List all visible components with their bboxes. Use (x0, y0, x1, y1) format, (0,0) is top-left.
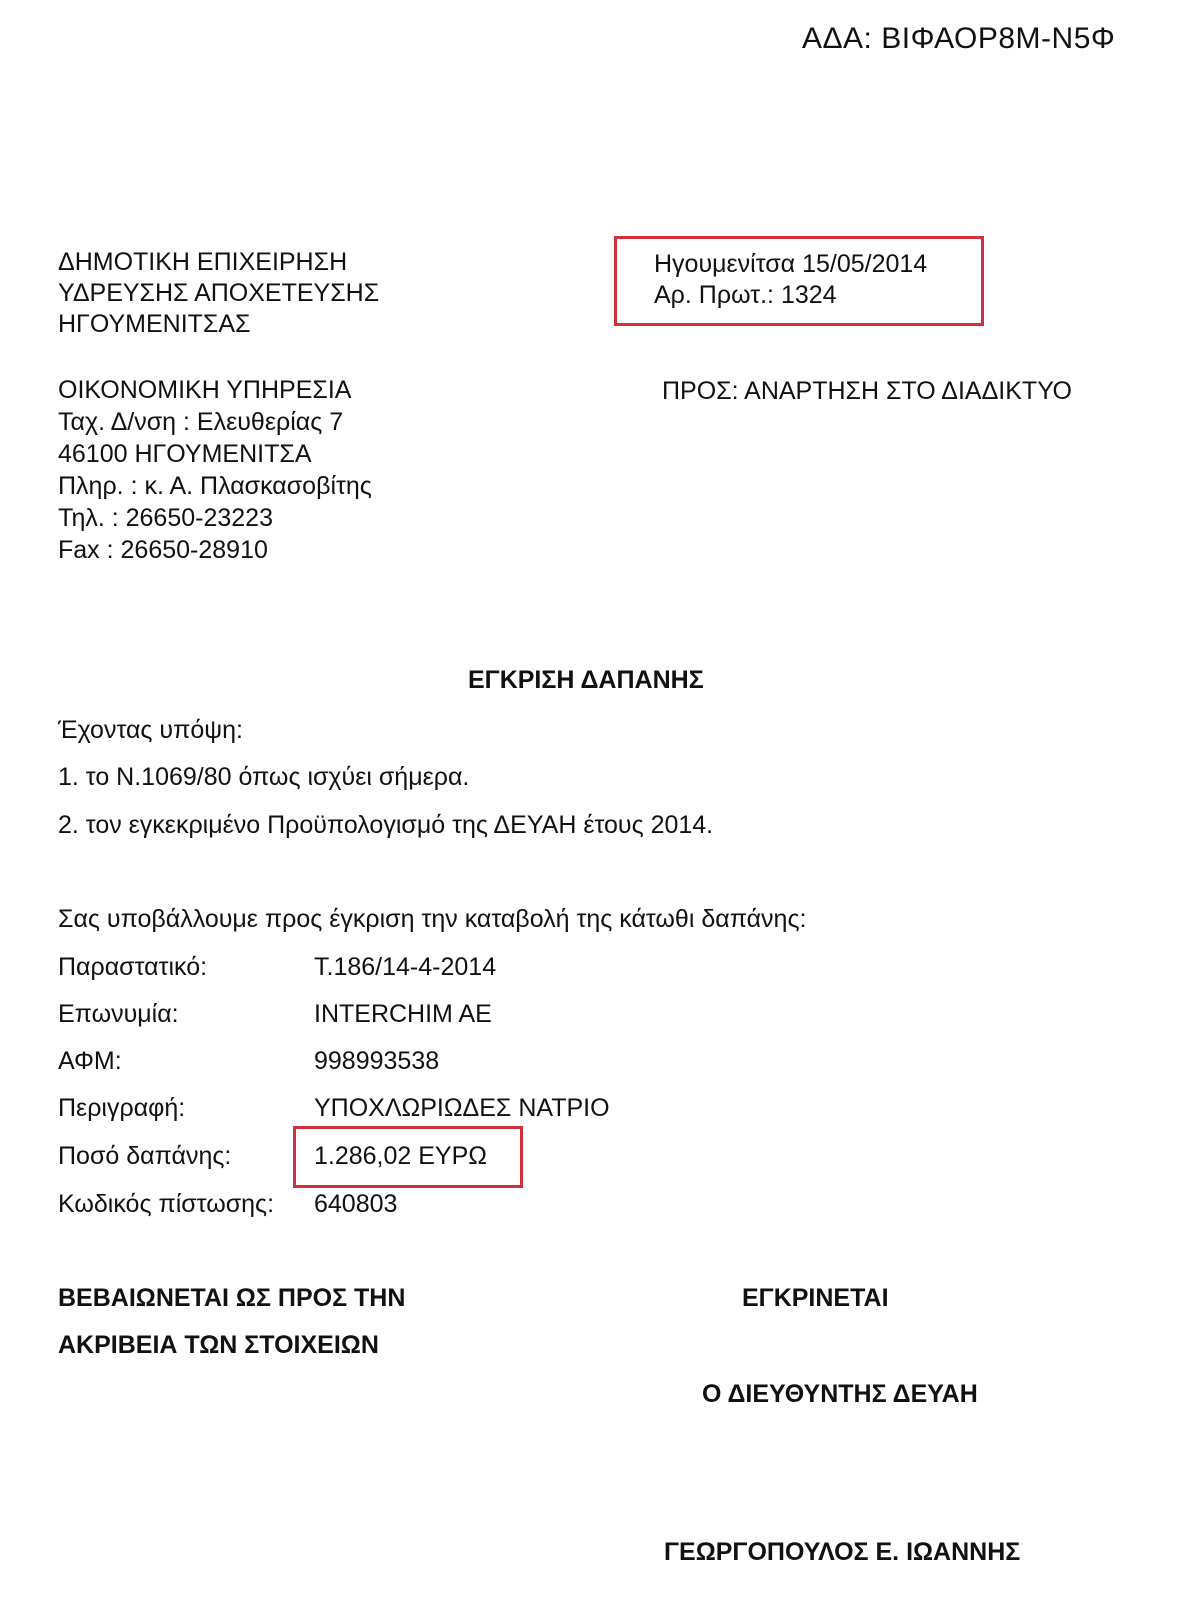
certify-line-1: ΒΕΒΑΙΩΝΕΤΑΙ ΩΣ ΠΡΟΣ ΤΗΝ (58, 1284, 406, 1312)
field-label: Κωδικός πίστωσης: (58, 1190, 275, 1218)
place-date: Ηγουμενίτσα 15/05/2014 (654, 250, 928, 278)
certify-line-2: ΑΚΡΙΒΕΙΑ ΤΩΝ ΣΤΟΙΧΕΙΩΝ (58, 1331, 379, 1359)
service-name: ΟΙΚΟΝΟΜΙΚΗ ΥΠΗΡΕΣΙΑ (58, 376, 352, 404)
ada-code: ΑΔΑ: ΒΙΦΑΟΡ8Μ-Ν5Φ (802, 22, 1116, 55)
service-address: Ταχ. Δ/νση : Ελευθερίας 7 (58, 408, 344, 436)
director-title: Ο ΔΙΕΥΘΥΝΤΗΣ ΔΕΥΑΗ (702, 1380, 978, 1408)
service-city: 46100 ΗΓΟΥΜΕΝΙΤΣΑ (58, 440, 312, 468)
consideration-item: 1. το Ν.1069/80 όπως ισχύει σήμερα. (58, 763, 470, 791)
issuer-block (58, 247, 379, 340)
field-value: ΥΠΟΧΛΩΡΙΩΔΕΣ ΝΑΤΡΙΟ (314, 1094, 610, 1122)
field-value: Τ.186/14-4-2014 (314, 953, 497, 981)
issuer-line: ΗΓΟΥΜΕΝΙΤΣΑΣ (58, 310, 251, 338)
issuer-line: ΥΔΡΕΥΣΗΣ ΑΠΟΧΕΤΕΥΣΗΣ (58, 279, 380, 307)
document-title: ΕΓΚΡΙΣΗ ΔΑΠΑΝΗΣ (468, 666, 704, 694)
service-fax: Fax : 26650-28910 (58, 536, 268, 564)
field-label: Παραστατικό: (58, 953, 208, 981)
date-protocol-block (654, 249, 927, 311)
field-label: Επωνυμία: (58, 1000, 179, 1028)
field-value: 640803 (314, 1190, 398, 1218)
consideration-item: 2. τον εγκεκριμένο Προϋπολογισμό της ΔΕΥΑΗ έτους 2014. (58, 811, 714, 839)
service-contact-person: Πληρ. : κ. Α. Πλασκασοβίτης (58, 472, 372, 500)
submit-text: Σας υποβάλλουμε προς έγκριση την καταβολή της κάτωθι δαπάνης: (58, 905, 807, 933)
field-value: 998993538 (314, 1047, 440, 1075)
field-value: 1.286,02 ΕΥΡΩ (314, 1142, 487, 1170)
field-label: ΑΦΜ: (58, 1047, 122, 1075)
protocol-number: Αρ. Πρωτ.: 1324 (654, 281, 837, 309)
service-contact-block (58, 374, 372, 566)
issuer-line: ΔΗΜΟΤΙΚΗ ΕΠΙΧΕΙΡΗΣΗ (58, 248, 348, 276)
field-label: Ποσό δαπάνης: (58, 1142, 232, 1170)
field-value: INTERCHIM AE (314, 1000, 492, 1028)
approved-label: ΕΓΚΡΙΝΕΤΑΙ (742, 1284, 889, 1312)
director-name: ΓΕΩΡΓΟΠΟΥΛΟΣ Ε. ΙΩΑΝΝΗΣ (664, 1538, 1021, 1566)
field-label: Περιγραφή: (58, 1094, 186, 1122)
service-phone: Τηλ. : 26650-23223 (58, 504, 273, 532)
intro-text: Έχοντας υπόψη: (58, 716, 243, 744)
recipient: ΠΡΟΣ: ΑΝΑΡΤΗΣΗ ΣΤΟ ΔΙΑΔΙΚΤΥΟ (662, 377, 1072, 405)
